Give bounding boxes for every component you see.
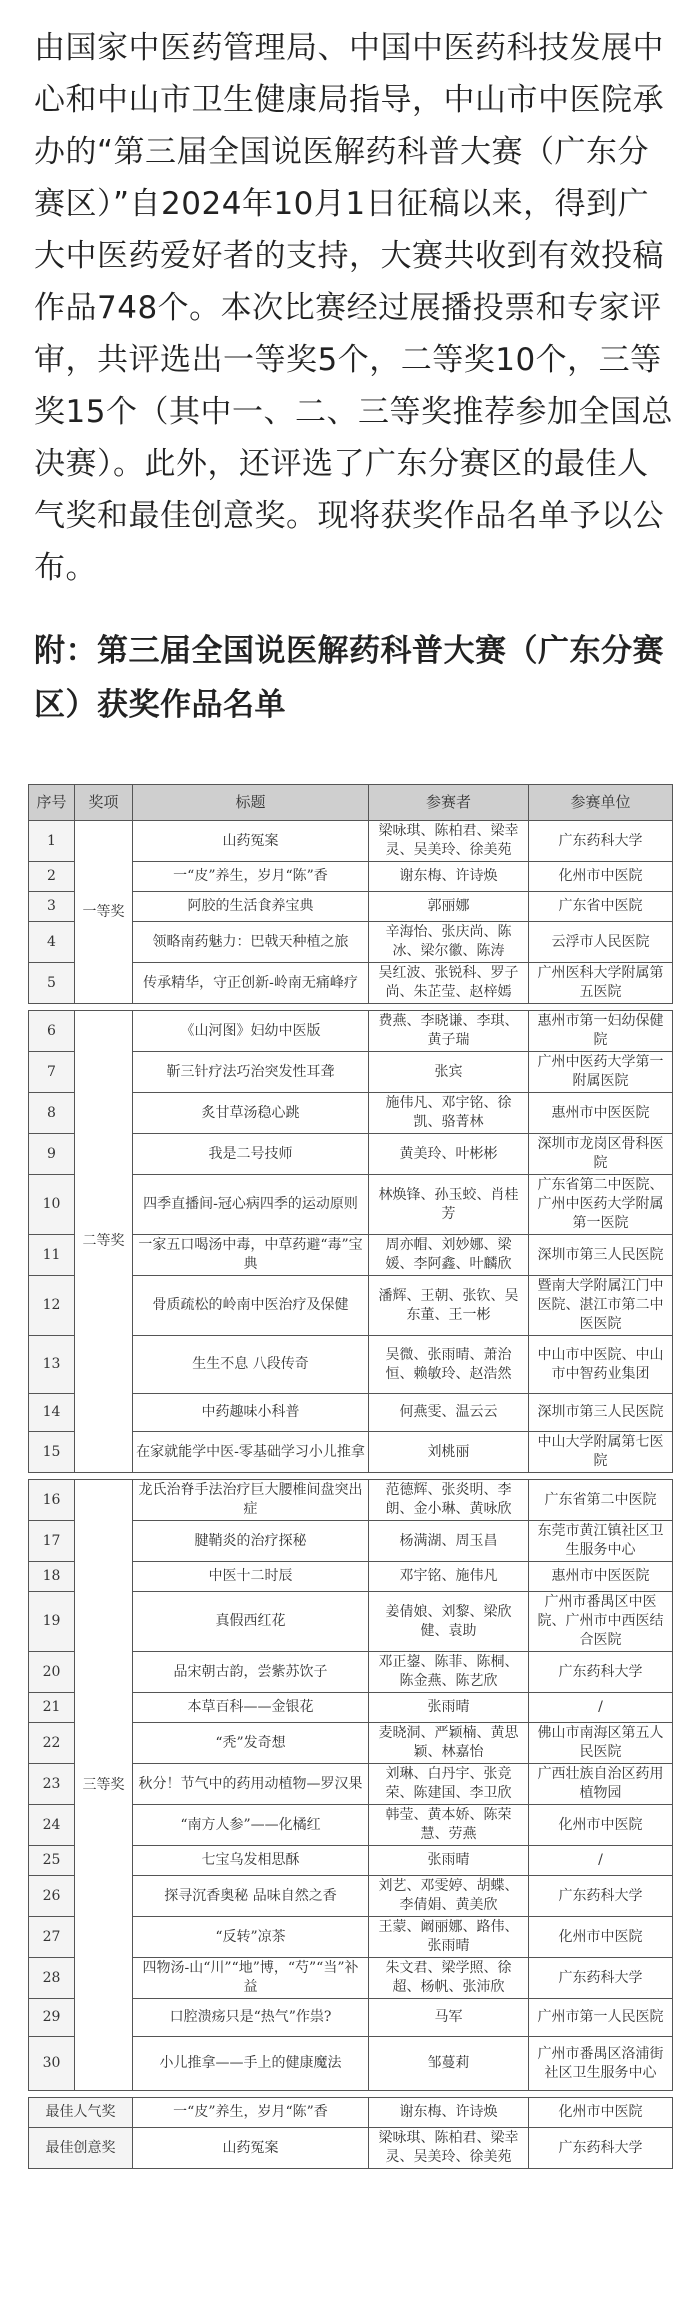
cell-title: 一“皮”养生，岁月“陈”香 — [133, 862, 369, 892]
cell-no: 27 — [29, 1917, 75, 1958]
group-separator-cell — [29, 2091, 673, 2098]
cell-no: 5 — [29, 963, 75, 1004]
cell-no: 15 — [29, 1432, 75, 1473]
award-table — [28, 784, 673, 2169]
table-row — [29, 1480, 673, 1521]
group-separator — [29, 2091, 673, 2098]
cell-unit: 化州市中医院 — [529, 1805, 673, 1846]
cell-no: 3 — [29, 892, 75, 922]
cell-no: 29 — [29, 1999, 75, 2037]
cell-title: 真假西红花 — [133, 1592, 369, 1652]
cell-title: 靳三针疗法巧治突发性耳聋 — [133, 1052, 369, 1093]
cell-no: 23 — [29, 1764, 75, 1805]
cell-special-award: 最佳人气奖 — [29, 2098, 133, 2128]
cell-unit: 中山市中医院、中山市中智药业集团 — [529, 1336, 673, 1394]
cell-title: 中医十二时辰 — [133, 1562, 369, 1592]
cell-unit: 云浮市人民医院 — [529, 922, 673, 963]
cell-authors: 梁咏琪、陈柏君、梁幸灵、吴美玲、徐美苑 — [369, 821, 529, 862]
cell-unit: 广州市番禺区洛浦街社区卫生服务中心 — [529, 2037, 673, 2091]
cell-award: 二等奖 — [75, 1011, 133, 1473]
table-row — [29, 1011, 673, 1052]
cell-title: 腱鞘炎的治疗探秘 — [133, 1521, 369, 1562]
cell-unit: 广州医科大学附属第五医院 — [529, 963, 673, 1004]
cell-authors: 邹蔓莉 — [369, 2037, 529, 2091]
cell-authors: 张雨晴 — [369, 1846, 529, 1876]
cell-no: 13 — [29, 1336, 75, 1394]
cell-unit: 东莞市黄江镇社区卫生服务中心 — [529, 1521, 673, 1562]
cell-authors: 谢东梅、许诗焕 — [369, 2098, 529, 2128]
cell-no: 6 — [29, 1011, 75, 1052]
cell-authors: 林焕锋、孙玉蛟、肖桂芳 — [369, 1175, 529, 1235]
cell-unit: 广州中医药大学第一附属医院 — [529, 1052, 673, 1093]
cell-title: 在家就能学中医-零基础学习小儿推拿 — [133, 1432, 369, 1473]
cell-authors: 邓宇铭、施伟凡 — [369, 1562, 529, 1592]
cell-title: 山药冤案 — [133, 821, 369, 862]
cell-title: 龙氏治脊手法治疗巨大腰椎间盘突出症 — [133, 1480, 369, 1521]
cell-no: 4 — [29, 922, 75, 963]
cell-authors: 刘桃丽 — [369, 1432, 529, 1473]
cell-title: “反转”凉茶 — [133, 1917, 369, 1958]
award-table-container — [28, 784, 672, 2169]
cell-authors: 刘琳、白丹宇、张竞荣、陈建国、李卫欣 — [369, 1764, 529, 1805]
intro-paragraph: 由国家中医药管理局、中国中医药科技发展中心和中山市卫生健康局指导，中山市中医院承办的“第三届全国说医解药科普大赛（广东分赛区）”自2024年10月1日征稿以来，得到广大中医药爱好者的支持，大赛共收到有效投稿作品748个。本次比赛经过展播投票和专家评审，共评选出一等奖5个，二等奖10个，三等奖15个（其中一、二、三等奖推荐参加全国总决赛）。此外，还评选了广东分赛区的最佳人气奖和最佳创意奖。现将获奖作品名单予以公布。 — [34, 30, 673, 586]
cell-authors: 吴微、张雨晴、萧治恒、赖敏玲、赵浩然 — [369, 1336, 529, 1394]
cell-title: 四季直播间-冠心病四季的运动原则 — [133, 1175, 369, 1235]
cell-unit: 广州市番禺区中医院、广州市中西医结合医院 — [529, 1592, 673, 1652]
cell-unit: 化州市中医院 — [529, 2098, 673, 2128]
cell-authors: 韩莹、黄本娇、陈荣慧、劳燕 — [369, 1805, 529, 1846]
cell-title: 中药趣味小科普 — [133, 1394, 369, 1432]
cell-unit: 深圳市龙岗区骨科医院 — [529, 1134, 673, 1175]
cell-unit: 惠州市第一妇幼保健院 — [529, 1011, 673, 1052]
cell-authors: 张雨晴 — [369, 1693, 529, 1723]
cell-title: 小儿推拿——手上的健康魔法 — [133, 2037, 369, 2091]
cell-unit: 佛山市南海区第五人民医院 — [529, 1723, 673, 1764]
cell-authors: 黄美玲、叶彬彬 — [369, 1134, 529, 1175]
cell-unit: 中山大学附属第七医院 — [529, 1432, 673, 1473]
cell-authors: 麦晓洞、严颖楠、黄思颖、林嘉怡 — [369, 1723, 529, 1764]
cell-title: “秃”发奇想 — [133, 1723, 369, 1764]
cell-no: 7 — [29, 1052, 75, 1093]
cell-no: 8 — [29, 1093, 75, 1134]
cell-no: 25 — [29, 1846, 75, 1876]
cell-authors: 张宾 — [369, 1052, 529, 1093]
cell-authors: 朱文君、梁学照、徐超、杨帆、张沛欣 — [369, 1958, 529, 1999]
group-separator — [29, 1473, 673, 1480]
cell-no: 30 — [29, 2037, 75, 2091]
header-unit: 参赛单位 — [529, 785, 673, 821]
cell-unit: 广州市第一人民医院 — [529, 1999, 673, 2037]
cell-authors: 范德辉、张炎明、李朗、金小琳、黄咏欣 — [369, 1480, 529, 1521]
cell-unit: 广东省中医院 — [529, 892, 673, 922]
cell-title: 生生不息 八段传奇 — [133, 1336, 369, 1394]
cell-title: 《山河图》妇幼中医版 — [133, 1011, 369, 1052]
cell-unit: 广东省第二中医院 — [529, 1480, 673, 1521]
cell-unit: 广东药科大学 — [529, 1652, 673, 1693]
cell-authors: 姜倩娘、刘黎、梁欣健、袁助 — [369, 1592, 529, 1652]
table-header-row — [29, 785, 673, 821]
cell-title: 探寻沉香奥秘 品味自然之香 — [133, 1876, 369, 1917]
cell-authors: 谢东梅、许诗焕 — [369, 862, 529, 892]
table-body — [29, 821, 673, 2169]
cell-unit: / — [529, 1693, 673, 1723]
cell-title: 我是二号技师 — [133, 1134, 369, 1175]
cell-unit: 广东药科大学 — [529, 1958, 673, 1999]
cell-authors: 施伟凡、邓宇铭、徐凯、骆菁林 — [369, 1093, 529, 1134]
cell-no: 17 — [29, 1521, 75, 1562]
cell-no: 18 — [29, 1562, 75, 1592]
cell-title: 一家五口喝汤中毒，中草药避“毒”宝典 — [133, 1235, 369, 1276]
cell-authors: 费燕、李晓谦、李琪、黄子瑞 — [369, 1011, 529, 1052]
cell-no: 24 — [29, 1805, 75, 1846]
cell-title: 传承精华，守正创新-岭南无痛峰疗 — [133, 963, 369, 1004]
header-authors: 参赛者 — [369, 785, 529, 821]
group-separator-cell — [29, 1473, 673, 1480]
cell-unit: 化州市中医院 — [529, 862, 673, 892]
header-title: 标题 — [133, 785, 369, 821]
cell-unit: 化州市中医院 — [529, 1917, 673, 1958]
cell-title: 山药冤案 — [133, 2128, 369, 2169]
cell-title: 秋分！节气中的药用动植物—罗汉果 — [133, 1764, 369, 1805]
cell-title: 领略南药魅力：巴戟天种植之旅 — [133, 922, 369, 963]
cell-unit: 深圳市第三人民医院 — [529, 1394, 673, 1432]
special-award-row — [29, 2128, 673, 2169]
cell-no: 10 — [29, 1175, 75, 1235]
cell-authors: 杨满湖、周玉昌 — [369, 1521, 529, 1562]
cell-unit: 广西壮族自治区药用植物园 — [529, 1764, 673, 1805]
cell-unit: 广东药科大学 — [529, 821, 673, 862]
cell-authors: 王蒙、阚丽娜、路伟、张雨晴 — [369, 1917, 529, 1958]
cell-authors: 刘艺、邓雯婷、胡蝶、李倩娟、黄美欣 — [369, 1876, 529, 1917]
cell-no: 14 — [29, 1394, 75, 1432]
cell-unit: 惠州市中医医院 — [529, 1093, 673, 1134]
cell-title: 四物汤-山“川”“地”博，“芍”“当”补益 — [133, 1958, 369, 1999]
cell-no: 20 — [29, 1652, 75, 1693]
cell-title: 一“皮”养生，岁月“陈”香 — [133, 2098, 369, 2128]
cell-no: 22 — [29, 1723, 75, 1764]
cell-no: 1 — [29, 821, 75, 862]
cell-authors: 郭丽娜 — [369, 892, 529, 922]
group-separator-cell — [29, 1004, 673, 1011]
cell-authors: 周亦帽、刘妙娜、梁媛、李阿鑫、叶麟欣 — [369, 1235, 529, 1276]
cell-no: 2 — [29, 862, 75, 892]
cell-unit: 暨南大学附属江门中医院、湛江市第二中医医院 — [529, 1276, 673, 1336]
group-separator — [29, 1004, 673, 1011]
cell-unit: 广东药科大学 — [529, 1876, 673, 1917]
cell-no: 11 — [29, 1235, 75, 1276]
cell-no: 19 — [29, 1592, 75, 1652]
cell-special-award: 最佳创意奖 — [29, 2128, 133, 2169]
cell-unit: 广东药科大学 — [529, 2128, 673, 2169]
cell-authors: 何燕雯、温云云 — [369, 1394, 529, 1432]
header-award: 奖项 — [75, 785, 133, 821]
cell-title: 骨质疏松的岭南中医治疗及保健 — [133, 1276, 369, 1336]
cell-unit: 广东省第二中医院、广州中医药大学附属第一医院 — [529, 1175, 673, 1235]
cell-title: 七宝乌发相思酥 — [133, 1846, 369, 1876]
list-heading: 附：第三届全国说医解药科普大赛（广东分赛区）获奖作品名单 — [34, 633, 664, 723]
cell-no: 12 — [29, 1276, 75, 1336]
cell-authors: 辛海怡、张庆尚、陈冰、梁尔徽、陈涛 — [369, 922, 529, 963]
cell-award: 一等奖 — [75, 821, 133, 1004]
cell-no: 21 — [29, 1693, 75, 1723]
cell-authors: 马军 — [369, 1999, 529, 2037]
header-no: 序号 — [29, 785, 75, 821]
cell-no: 28 — [29, 1958, 75, 1999]
cell-title: 口腔溃疡只是“热气”作祟? — [133, 1999, 369, 2037]
cell-unit: 惠州市中医医院 — [529, 1562, 673, 1592]
cell-no: 26 — [29, 1876, 75, 1917]
cell-authors: 吴红波、张锐科、罗子尚、朱芷莹、赵梓嫣 — [369, 963, 529, 1004]
cell-authors: 潘辉、王朝、张钦、吴东董、王一彬 — [369, 1276, 529, 1336]
cell-authors: 邓正鋆、陈菲、陈桐、陈金燕、陈艺欣 — [369, 1652, 529, 1693]
cell-no: 9 — [29, 1134, 75, 1175]
cell-title: 品宋朝古韵，尝紫苏饮子 — [133, 1652, 369, 1693]
cell-title: 炙甘草汤稳心跳 — [133, 1093, 369, 1134]
cell-award: 三等奖 — [75, 1480, 133, 2091]
cell-title: 阿胶的生活食养宝典 — [133, 892, 369, 922]
special-award-row — [29, 2098, 673, 2128]
cell-no: 16 — [29, 1480, 75, 1521]
cell-title: 本草百科——金银花 — [133, 1693, 369, 1723]
cell-authors: 梁咏琪、陈柏君、梁幸灵、吴美玲、徐美苑 — [369, 2128, 529, 2169]
table-row — [29, 821, 673, 862]
cell-unit: / — [529, 1846, 673, 1876]
cell-title: “南方人参”——化橘红 — [133, 1805, 369, 1846]
cell-unit: 深圳市第三人民医院 — [529, 1235, 673, 1276]
